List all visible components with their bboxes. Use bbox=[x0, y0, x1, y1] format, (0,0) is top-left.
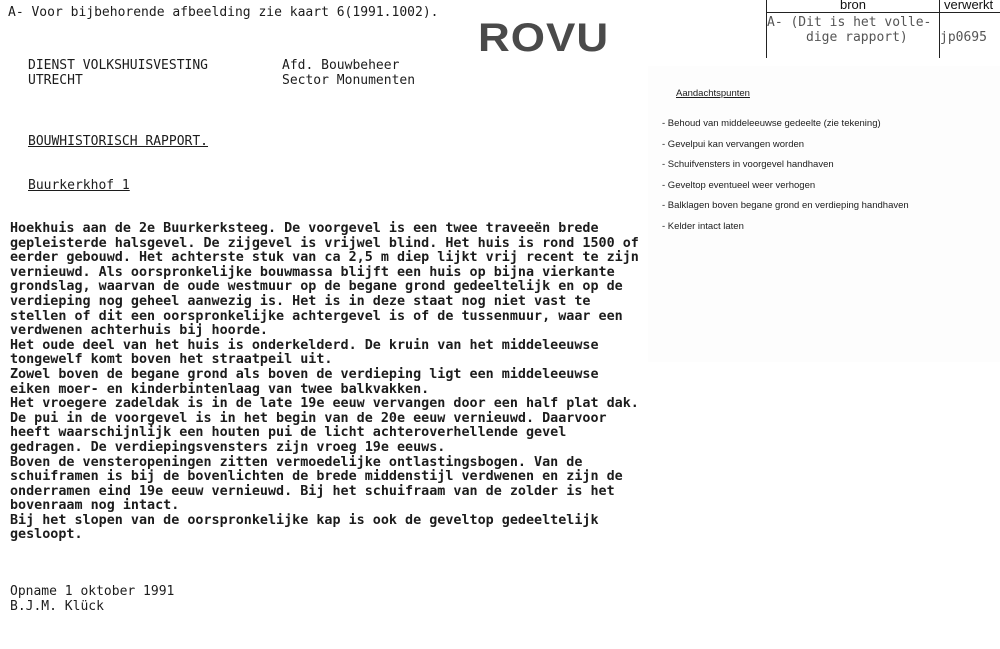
attention-point-item: - Geveltop eventueel weer verhogen bbox=[662, 179, 816, 191]
source-line-1: A- (Dit is het volle- bbox=[767, 15, 932, 30]
recording-date: Opname 1 oktober 1991 bbox=[10, 584, 175, 599]
body-line: stellen of dit een oorspronkelijke achtergevel is of de tussenmuur, waar een bbox=[10, 308, 623, 324]
attention-point-item: - Schuifvensters in voorgevel handhaven bbox=[662, 159, 834, 170]
rovu-logo: ROVU bbox=[478, 16, 610, 61]
source-line-2: dige rapport) bbox=[806, 30, 908, 45]
body-line: Bij het slopen van de oorspronkelijke kap is ook de geveltop gedeeltelijk bbox=[10, 512, 599, 528]
body-line: gedragen. De verdiepingsvensters zijn vroeg 19e eeuws. bbox=[10, 439, 446, 455]
report-title: BOUWHISTORISCH RAPPORT. bbox=[28, 134, 209, 149]
body-line: verdieping nog geheel aanwezig is. Het is in deze staat nog niet vast te bbox=[10, 293, 591, 309]
body-line: Boven de vensteropeningen zitten vermoedelijke ontlastingsbogen. Van de bbox=[10, 454, 583, 470]
body-line: verdwenen achterhuis bij hoorde. bbox=[10, 323, 268, 339]
organisation-line-1: DIENST VOLKSHUISVESTING bbox=[28, 58, 209, 73]
recording-author: B.J.M. Klück bbox=[10, 599, 104, 614]
processed-code: jp0695 bbox=[940, 30, 987, 45]
attention-point-item: - Kelder intact laten bbox=[662, 220, 744, 232]
attention-point-item: - Gevelpui kan vervangen worden bbox=[662, 138, 805, 150]
body-line: bovenraam nog intact. bbox=[10, 498, 180, 514]
body-line: onderramen eind 19e eeuw vernieuwd. Bij het schuifraam van de zolder is het bbox=[10, 483, 615, 499]
body-line: Hoekhuis aan de 2e Buurkerksteeg. De voorgevel is een twee traveeën brede bbox=[10, 221, 599, 236]
body-line: schuiframen is bij de bovenlichten de brede middenstijl verdwenen en zijn de bbox=[10, 469, 623, 485]
body-line: tongewelf komt boven het straatpeil uit. bbox=[10, 352, 333, 368]
body-line: eerder gebouwd. Het achterste stuk van ca 2,5 m diep lijkt vrij recent te zijn bbox=[10, 250, 639, 266]
department-line-2: Sector Monumenten bbox=[282, 73, 416, 88]
body-line: Het oude deel van het huis is onderkelderd. De kruin van het middeleeuwse bbox=[10, 337, 599, 353]
body-line: heeft waarschijnlijk een houten pui de licht achteroverhellende gevel bbox=[10, 425, 567, 441]
department-line-1: Afd. Bouwbeheer bbox=[282, 58, 400, 73]
source-stamp-box bbox=[766, 0, 1000, 58]
body-line: vernieuwd. Als oorspronkelijke bouwmassa blijft een huis op bijna vierkante bbox=[10, 264, 615, 280]
attention-points-list bbox=[662, 118, 909, 241]
address-heading: Buurkerkhof 1 bbox=[28, 178, 130, 193]
attention-point-item: - Balklagen boven begane grond en verdieping handhaven bbox=[662, 200, 909, 211]
body-line: Het vroegere zadeldak is in de late 19e eeuw vervangen door een half plat dak. bbox=[10, 396, 639, 412]
reference-note: A- Voor bijbehorende afbeelding zie kaart 6(1991.1002). bbox=[8, 5, 439, 20]
body-line: Zowel boven de begane grond als boven de verdieping ligt een middeleeuwse bbox=[10, 366, 599, 382]
body-line: gesloopt. bbox=[10, 527, 83, 543]
body-line: De pui in de voorgevel is in het begin van de 20e eeuw vernieuwd. Daarvoor bbox=[10, 410, 607, 426]
attention-points-title: Aandachtspunten bbox=[676, 88, 750, 99]
organisation-line-2: UTRECHT bbox=[28, 73, 83, 88]
attention-point-item: - Behoud van middeleeuwse gedeelte (zie tekening) bbox=[662, 118, 881, 129]
attention-points-panel bbox=[648, 66, 1000, 362]
body-line: gepleisterde halsgevel. De zijgevel is vrijwel blind. Het huis is rond 1500 of bbox=[10, 235, 639, 251]
processed-header: verwerkt bbox=[944, 0, 994, 12]
report-body bbox=[10, 222, 639, 543]
source-header: bron bbox=[840, 0, 867, 12]
body-line: grondslag, waarvan de oude westmuur op de begane grond gedeeltelijk en op de bbox=[10, 279, 623, 295]
body-line: eiken moer- en kinderbintenlaag van twee balkvakken. bbox=[10, 381, 430, 397]
